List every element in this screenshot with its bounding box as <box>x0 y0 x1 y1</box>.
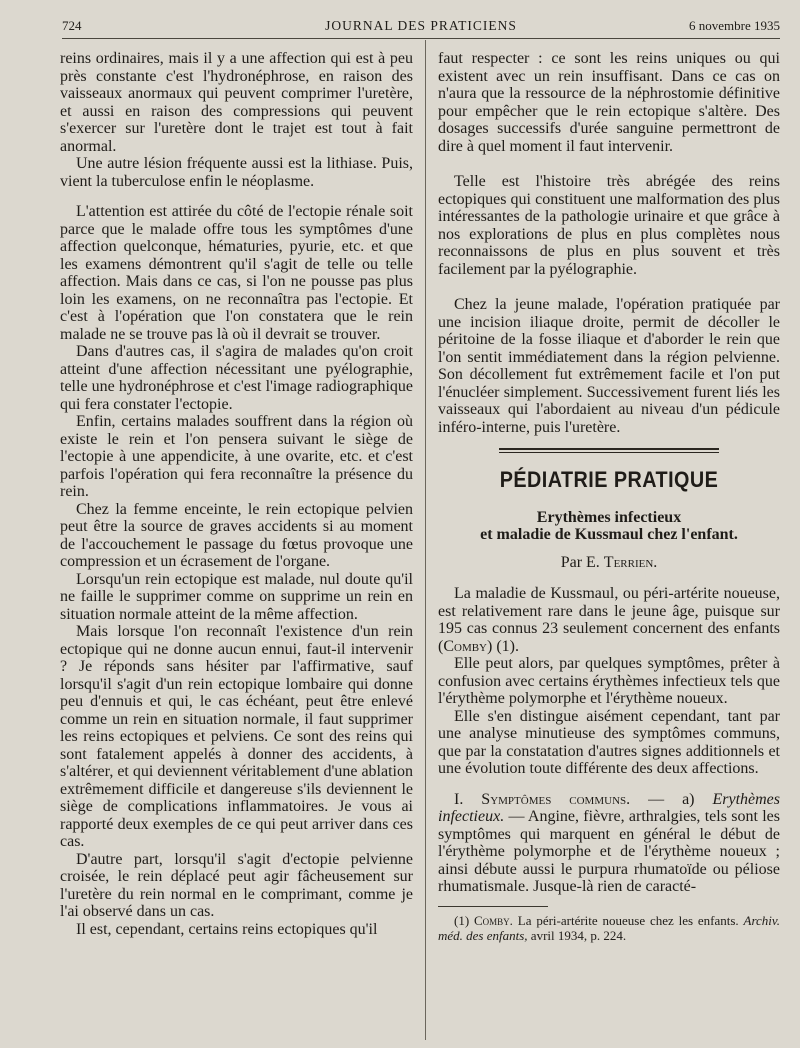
text: avril 1934, p. 224. <box>527 927 627 943</box>
paragraph: Elle peut alors, par quelques symptômes, prêter à confusion avec certains érythèmes infectieux tels que l'érythème polymorphe et l'érythème noueux. <box>438 655 780 707</box>
paragraph: Une autre lésion fréquente aussi est la lithiase. Puis, vient la tuberculose enfin le néoplasme. <box>60 155 413 190</box>
spacer <box>438 155 780 173</box>
right-column <box>438 50 780 943</box>
paragraph <box>438 791 780 896</box>
text: ) (1). <box>487 637 519 655</box>
issue-date: 6 novembre 1935 <box>689 18 780 33</box>
spacer <box>438 778 780 791</box>
paragraph: faut respecter : ce sont les reins uniques ou qui existent avec un rein insuffisant. Dans ce cas on n'aura que la ressource de la néphrostomie définitive pour empêcher que le rein ectopique s'altère. Des dosages successifs d'urée sanguine permettront de dire à quel moment il faut intervenir. <box>438 50 780 155</box>
cited-author: Comby <box>443 637 488 655</box>
text: — Angine, fièvre, arthralgies, tels sont les symptômes qui marquent en général le début de l'érythème polymorphe et de l'érythème noueux ; ainsi débute aussi le purpura rhumatoïde ou péliose rhumatismale. Jusque-là rien de caracté- <box>438 808 780 895</box>
paragraph: L'attention est attirée du côté de l'ectopie rénale soit parce que le malade offre tous les symptômes d'une affection quelconque, hématuries, pyurie, etc. et que les examens démontrent qu'il s'agit de telle ou telle affection. Mais dans ce cas, si l'on ne pousse pas plus loin les examens, on ne reconnaîtra pas l'ectopie. Et c'est à l'opération que l'on constatera que le rein malade ne se trouve pas là où il devrait se trouver. <box>60 203 413 343</box>
paragraph: Dans d'autres cas, il s'agira de malades qu'on croit atteint d'une affection nécessitant une pyélographie, telle une hydronéphrose et c'est l'image radiographique qui fera constater l'ectopie. <box>60 343 413 413</box>
footnote-source: Archiv. méd. des enfants, <box>438 912 780 943</box>
column-rule <box>425 40 426 1040</box>
paragraph: Chez la femme enceinte, le rein ectopique pelvien peut être la source de graves accidents si au moment de l'accouchement le passage du fœtus provoque une compression et un écrasement de l'organe. <box>60 500 413 570</box>
article-title-line-1: Erythèmes infectieux <box>536 508 682 526</box>
subsection-subheading: Erythèmes infectieux. <box>438 790 780 825</box>
paragraph: Mais lorsque l'on reconnaît l'existence d'un rein ectopique qui ne donne aucun ennui, faut-il intervenir ? Je réponds sans hésiter par l'affirmative, sauf lorsqu'il s'agit d'un rein ectopique lombaire qui donne peu d'ennuis et qui, le cas échéant, peut être enlevé comme un rein en situation normale, il faut supprimer les reins ectopiques et pelviens. Ce sont des reins qui sont fatalement appelés à donner des accidents, à s'altérer, et qui deviennent véritablement d'une ablation extrêmement difficile et dangereuse s'ils deviennent le siège de complications inflammatoires. Je vous ai rapporté deux exemples de ce qui peut arriver dans ces cas. <box>60 623 413 850</box>
paragraph: Enfin, certains malades souffrent dans la région où existe le rein et l'on pensera suivant le siège de l'ectopie à une appendicite, à une ovarite, etc. et c'est parfois l'opération qui fera reconnaître la présence du rein. <box>60 413 413 500</box>
text: — a) <box>630 790 713 808</box>
paragraph: reins ordinaires, mais il y a une affection qui est à peu près constante c'est l'hydronéphrose, en raison des vaisseaux anormaux qui peuvent comprimer l'uretère, et aussi en raison des compressions qui peuvent s'exercer sur l'uretère dont le trajet est tout à fait anormal. <box>60 50 413 155</box>
subsection-heading: I. Symptômes communs. <box>454 790 631 808</box>
section-heading: PÉDIATRIE PRATIQUE <box>499 467 719 492</box>
paragraph: Il est, cependant, certains reins ectopiques qu'il <box>76 920 378 938</box>
page-number: 724 <box>62 18 82 33</box>
footnote-marker: (1) <box>454 912 474 928</box>
running-header <box>62 10 780 39</box>
journal-title: JOURNAL DES PRATICIENS <box>325 18 517 33</box>
paragraph: Telle est l'histoire très abrégée des reins ectopiques qui constituent une malformation des plus intéressantes de la pathologie urinaire et que grâce à nos explorations de plus en plus complètes nous reconnaissons de plus en plus souvent et très facilement par la pyélographie. <box>438 173 780 278</box>
section-divider <box>499 448 719 453</box>
text: La péri-artérite noueuse chez les enfants. <box>512 912 744 928</box>
author-name: Terrien. <box>603 553 658 571</box>
spacer <box>60 190 413 203</box>
footnote-rule <box>438 906 548 907</box>
text: La maladie de Kussmaul, ou péri-artérite noueuse, est relativement rare dans le jeune âge, puisque sur 195 cas connus 23 seulement concernent des enfants ( <box>438 585 780 655</box>
paragraph: Lorsqu'un rein ectopique est malade, nul doute qu'il ne faille le supprimer comme on supprime un rein en situation normale atteint de la même affection. <box>60 570 413 623</box>
spacer <box>438 278 780 296</box>
paragraph: Chez la jeune malade, l'opération pratiquée par une incision iliaque droite, permit de décoller le péritoine de la fosse iliaque et d'aborder le rein que l'on sentit immédiatement dans la région pelvienne. Son décollement fut extrêmement facile et l'on put l'énucléer simplement. Successivement furent liés les vaisseaux qui l'abordaient au niveau d'un pédicule inféro-interne, puis l'uretère. <box>438 296 780 436</box>
paragraph: D'autre part, lorsqu'il s'agit d'ectopie pelvienne croisée, le rein déplacé peut agir fâcheusement sur l'uretère du rein normal en le comprimant, comme je l'ai observé dans un cas. <box>60 850 413 920</box>
footnote <box>438 913 780 943</box>
author-prefix: Par E. <box>560 553 604 571</box>
footnote-author: Comby. <box>474 912 513 928</box>
paragraph <box>438 585 780 655</box>
article-author <box>438 554 780 572</box>
paragraph: Elle s'en distingue aisément cependant, tant par une analyse minutieuse des symptômes communs, que par la constatation d'autres signes additionnels et une évolution toute différente des deux affections. <box>438 707 780 777</box>
left-column <box>60 50 413 938</box>
article-title-line-2: et maladie de Kussmaul chez l'enfant. <box>480 526 738 543</box>
